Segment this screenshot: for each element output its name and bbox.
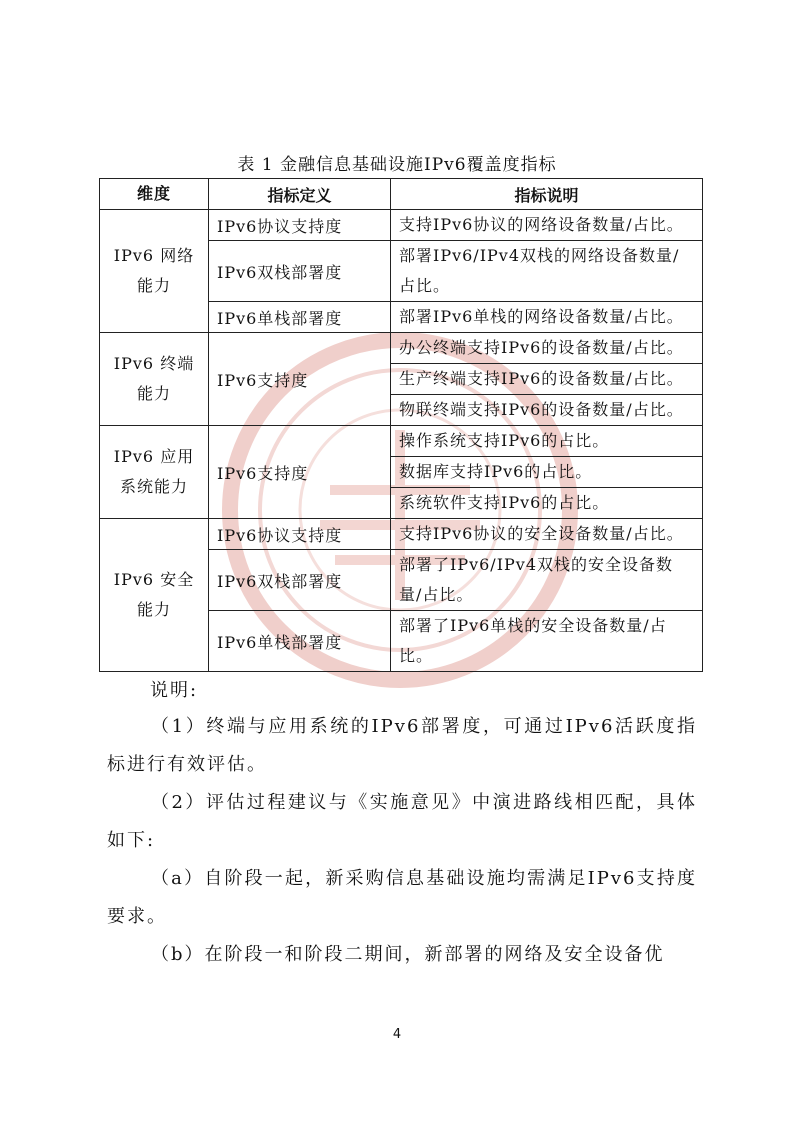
- description-cell: 部署IPv6单栈的网络设备数量/占比。: [391, 302, 703, 333]
- table-row: [100, 210, 703, 241]
- description-cell: 系统软件支持IPv6的占比。: [391, 488, 703, 519]
- description-cell: 物联终端支持IPv6的设备数量/占比。: [391, 395, 703, 426]
- description-cell: 生产终端支持IPv6的设备数量/占比。: [391, 364, 703, 395]
- definition-cell: IPv6支持度: [209, 426, 391, 519]
- table-caption: 表 1 金融信息基础设施IPv6覆盖度指标: [237, 155, 557, 175]
- description-cell: 部署IPv6/IPv4双栈的网络设备数量/占比。: [391, 241, 703, 302]
- header-description: 指标说明: [391, 179, 703, 210]
- description-cell: 数据库支持IPv6的占比。: [391, 457, 703, 488]
- description-cell: 操作系统支持IPv6的占比。: [391, 426, 703, 457]
- note-paragraph: （b）在阶段一和阶段二期间，新部署的网络及安全设备优: [151, 944, 665, 965]
- page-number: 4: [392, 1027, 402, 1042]
- dimension-cell: IPv6 网络 能力: [100, 210, 209, 333]
- definition-cell: IPv6协议支持度: [209, 210, 391, 241]
- note-paragraph: （1）终端与应用系统的IPv6部署度，可通过IPv6活跃度指标进行有效评估。: [107, 716, 697, 775]
- definition-cell: IPv6支持度: [209, 333, 391, 426]
- definition-cell: IPv6双栈部署度: [209, 241, 391, 302]
- table-row: [100, 519, 703, 550]
- description-cell: 部署了IPv6/IPv4双栈的安全设备数量/占比。: [391, 550, 703, 611]
- dimension-cell: IPv6 终端 能力: [100, 333, 209, 426]
- ipv6-coverage-table: [99, 178, 703, 672]
- dimension-cell: IPv6 安全 能力: [100, 519, 209, 672]
- definition-cell: IPv6双栈部署度: [209, 550, 391, 611]
- definition-cell: IPv6协议支持度: [209, 519, 391, 550]
- note-paragraph: （a）自阶段一起，新采购信息基础设施均需满足IPv6支持度要求。: [107, 868, 697, 927]
- definition-cell: IPv6单栈部署度: [209, 302, 391, 333]
- header-definition: 指标定义: [209, 179, 391, 210]
- description-cell: 支持IPv6协议的安全设备数量/占比。: [391, 519, 703, 550]
- description-cell: 支持IPv6协议的网络设备数量/占比。: [391, 210, 703, 241]
- notes-heading: 说明:: [150, 680, 199, 701]
- description-cell: 办公终端支持IPv6的设备数量/占比。: [391, 333, 703, 364]
- note-paragraph: （2）评估过程建议与《实施意见》中演进路线相匹配，具体如下:: [107, 792, 697, 851]
- table-row: [100, 426, 703, 457]
- description-cell: 部署了IPv6单栈的安全设备数量/占比。: [391, 611, 703, 672]
- dimension-cell: IPv6 应用 系统能力: [100, 426, 209, 519]
- definition-cell: IPv6单栈部署度: [209, 611, 391, 672]
- header-dimension: 维度: [100, 179, 209, 210]
- table-row: [100, 333, 703, 364]
